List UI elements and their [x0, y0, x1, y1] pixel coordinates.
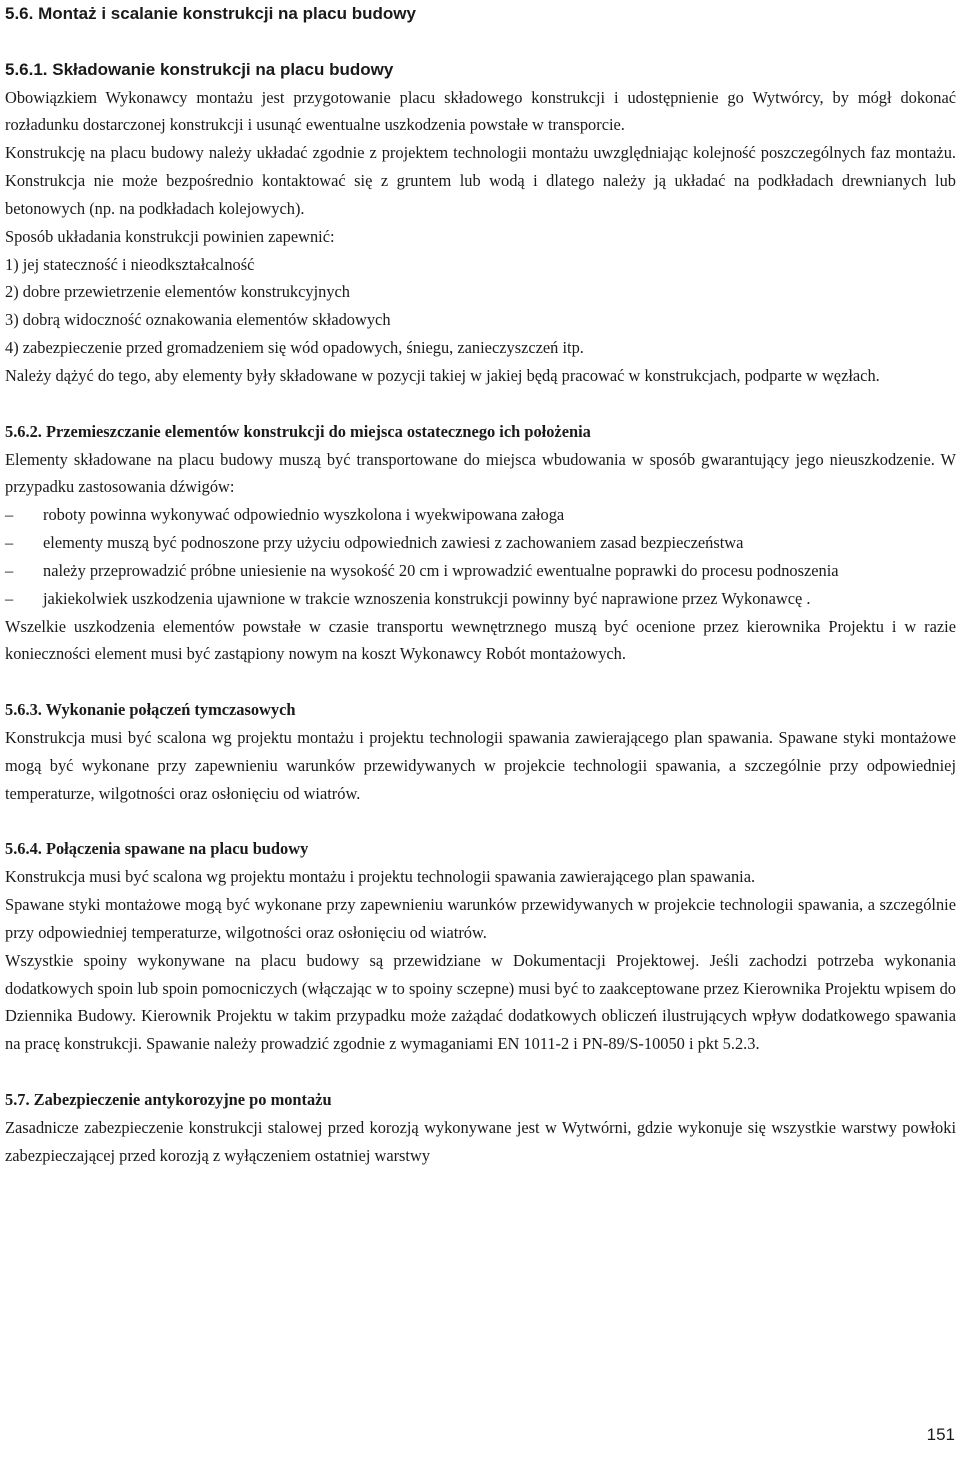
paragraph: Zasadnicze zabezpieczenie konstrukcji stalowej przed korozją wykonywane jest w Wytwórni, gdzie wykonuje się wszystkie warstwy powłoki zabezpieczającej przed korozją z wyłączeniem ostatniej warstwy	[5, 1117, 956, 1165]
section-title: 5.6. Montaż i scalanie konstrukcji na placu budowy	[5, 4, 416, 23]
spacer	[5, 668, 956, 696]
subsection-heading-5-6-1: 5.6.1. Składowanie konstrukcji na placu budowy	[5, 59, 394, 79]
list-item-text: należy przeprowadzić próbne uniesienie na wysokość 20 cm i wprowadzić ewentualne poprawki do procesu podnoszenia	[43, 560, 839, 580]
paragraph: Elementy składowane na placu budowy muszą być transportowane do miejsca wbudowania w sposób gwarantujący jego nieuszkodzenie. W przypadku zastosowania dźwigów:	[5, 449, 956, 497]
paragraph: Konstrukcję na placu budowy należy układać zgodnie z projektem technologii montażu uwzględniając kolejność poszczególnych faz montażu. Konstrukcja nie może bezpośrednio kontaktować się z gruntem lub wodą i dlatego należy ją układać na podkładach drewnianych lub betonowych (np. na podkładach kolejowych).	[5, 143, 956, 218]
paragraph: Wszelkie uszkodzenia elementów powstałe w czasie transportu wewnętrznego muszą być ocenione przez kierownika Projektu i w razie konieczności element musi być zastąpiony nowym na koszt Wykonawcy Robót montażowych.	[5, 616, 956, 664]
dash-bullet: –	[5, 560, 14, 580]
spacer	[5, 28, 956, 56]
subsection-heading-5-6-3: 5.6.3. Wykonanie połączeń tymczasowych	[5, 700, 296, 720]
list-item	[5, 585, 956, 613]
list-item: 4) zabezpieczenie przed gromadzeniem się wód opadowych, śniegu, zanieczyszczeń itp.	[5, 338, 584, 358]
list-item-text: elementy muszą być podnoszone przy użyciu odpowiednich zawiesi z zachowaniem zasad bezpieczeństwa	[43, 533, 744, 553]
document-content	[5, 0, 956, 1169]
dash-bullet: –	[5, 505, 14, 525]
dash-bullet: –	[5, 588, 14, 608]
spacer	[5, 390, 956, 418]
paragraph: Wszystkie spoiny wykonywane na placu budowy są przewidziane w Dokumentacji Projektowej. Jeśli zachodzi potrzeba wykonania dodatkowych spoin lub spoin pomocniczych (włączając w to spoiny sczepne) musi być to zaakceptowane przez Kierownika Projektu wpisem do Dziennika Budowy. Kierownik Projektu w takim przypadku może zażądać dodatkowych obliczeń ilustrujących wpływ dodatkowego spawania na pracę konstrukcji. Spawanie należy prowadzić zgodnie z wymaganiami EN 1011-2 i PN-89/S-10050 i pkt 5.2.3.	[5, 950, 956, 1054]
subsection-heading-5-6-4: 5.6.4. Połączenia spawane na placu budowy	[5, 839, 309, 859]
list-item-text: jakiekolwiek uszkodzenia ujawnione w trakcie wznoszenia konstrukcji powinny być naprawione przez Wykonawcę .	[43, 588, 811, 608]
section-heading-5-7: 5.7. Zabezpieczenie antykorozyjne po montażu	[5, 1089, 332, 1109]
paragraph: Konstrukcja musi być scalona wg projektu montażu i projektu technologii spawania zawierającego plan spawania.	[5, 867, 756, 887]
spacer	[5, 1058, 956, 1086]
list-item-text: roboty powinna wykonywać odpowiednio wyszkolona i wyekwipowana załoga	[43, 505, 565, 525]
list-item: 1) jej stateczność i nieodkształcalność	[5, 254, 255, 274]
paragraph: Spawane styki montażowe mogą być wykonane przy zapewnieniu warunków przewidywanych w projekcie technologii spawania, a szczególnie przy odpowiedniej temperaturze, wilgotności oraz osłonięciu od wiatrów.	[5, 895, 956, 942]
paragraph: Konstrukcja musi być scalona wg projektu montażu i projektu technologii spawania zawierającego plan spawania. Spawane styki montażowe mogą być wykonane przy zapewnieniu warunków przewidywanych w projekcie technologii spawania, a szczególnie przy odpowiedniej temperaturze, wilgotności oraz osłonięciu od wiatrów.	[5, 727, 956, 803]
paragraph: Sposób układania konstrukcji powinien zapewnić:	[5, 226, 335, 246]
list-item: 2) dobre przewietrzenie elementów konstrukcyjnych	[5, 282, 350, 302]
list-item	[5, 529, 956, 557]
dash-bullet: –	[5, 533, 14, 553]
subsection-heading-5-6-2: 5.6.2. Przemieszczanie elementów konstrukcji do miejsca ostatecznego ich położenia	[5, 421, 591, 441]
spacer	[5, 807, 956, 835]
list-item	[5, 557, 956, 585]
paragraph: Należy dążyć do tego, aby elementy były składowane w pozycji takiej w jakiej będą pracować w konstrukcjach, podparte w węzłach.	[5, 365, 880, 385]
page-number: 151	[926, 1425, 955, 1444]
paragraph: Obowiązkiem Wykonawcy montażu jest przygotowanie placu składowego konstrukcji i udostępnienie go Wytwórcy, by mógł dokonać rozładunku dostarczonej konstrukcji i usunąć ewentualne uszkodzenia powstałe w transporcie.	[5, 87, 956, 135]
list-item: 3) dobrą widoczność oznakowania elementów składowych	[5, 310, 391, 330]
list-item	[5, 501, 956, 529]
